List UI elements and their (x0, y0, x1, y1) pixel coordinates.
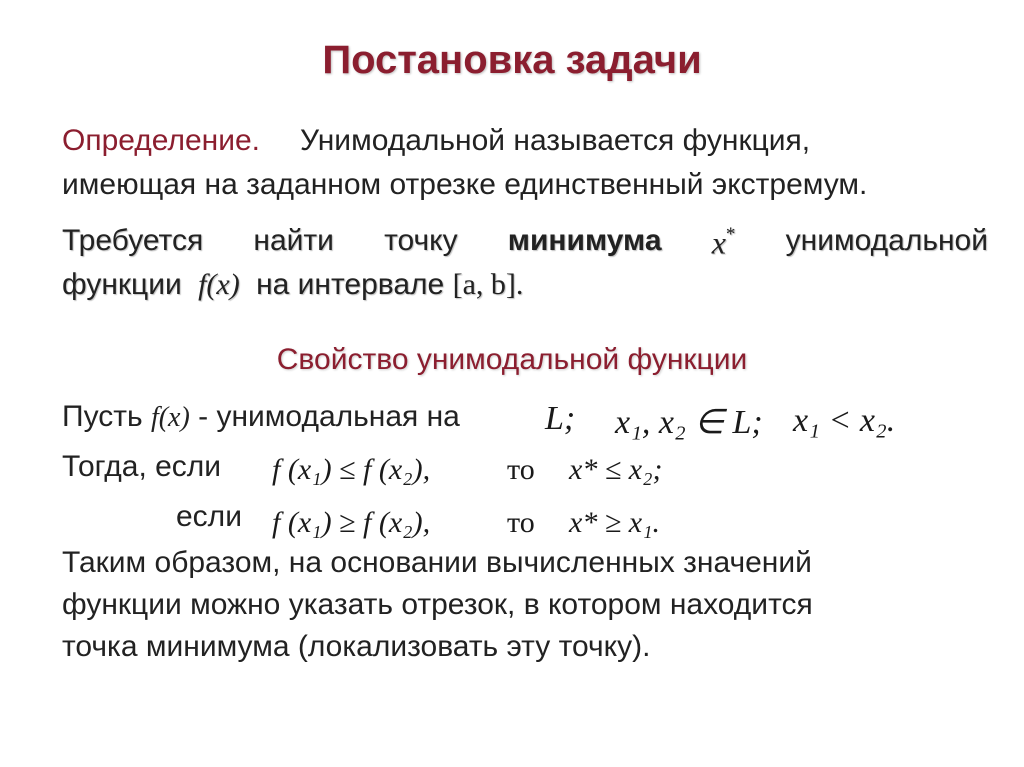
definition-term: Определение. (62, 124, 261, 157)
definition-text-2: имеющая на заданном отрезке единственный экстремум. (62, 168, 868, 201)
task-word: функции (62, 268, 182, 301)
property-then-if: Тогда, если (62, 450, 222, 483)
conclusion-line-2: функции можно указать отрезок, в котором находится (62, 588, 813, 621)
property-L: L; (545, 400, 576, 437)
property-cond-2: x₁ < x₂. (793, 402, 896, 439)
task-word-minimum: минимума (507, 224, 662, 257)
conclusion-line-3: точка минимума (локализовать эту точку). (62, 630, 651, 663)
task-word: точку (384, 224, 458, 257)
x-star: x* (711, 224, 736, 261)
inequality-1: f (x₁) ≤ f (x₂), (272, 453, 431, 486)
task-word: на интервале (256, 268, 445, 301)
then-word-2: то (507, 506, 535, 539)
property-title: Свойство унимодальной функции (276, 343, 748, 376)
task-word: найти (253, 224, 334, 257)
task-word: Требуется (62, 224, 204, 257)
property-if: если (176, 500, 242, 533)
result-2: x* ≥ x₁. (569, 506, 661, 539)
inequality-2: f (x₁) ≥ f (x₂), (272, 506, 431, 539)
definition-line-1 (62, 124, 810, 158)
task-line-1 (62, 224, 988, 261)
task-fx: f(x) (198, 268, 240, 301)
slide-title: Постановка задачи (322, 38, 702, 82)
conclusion-line-1: Таким образом, на основании вычисленных значений (62, 546, 812, 579)
property-fx: f(x) (150, 402, 190, 433)
task-interval: [a, b]. (452, 268, 524, 301)
then-word-1: то (507, 453, 535, 486)
definition-text-1: Унимодальной называется функция, (300, 124, 811, 157)
property-cond-1: x₁, x₂ ∈ L; (615, 404, 763, 441)
result-1: x* ≤ x₂; (569, 453, 663, 486)
property-let: Пусть f(x) - унимодальная на (62, 400, 460, 433)
task-line-2 (62, 268, 523, 302)
task-word: унимодальной (785, 224, 988, 257)
